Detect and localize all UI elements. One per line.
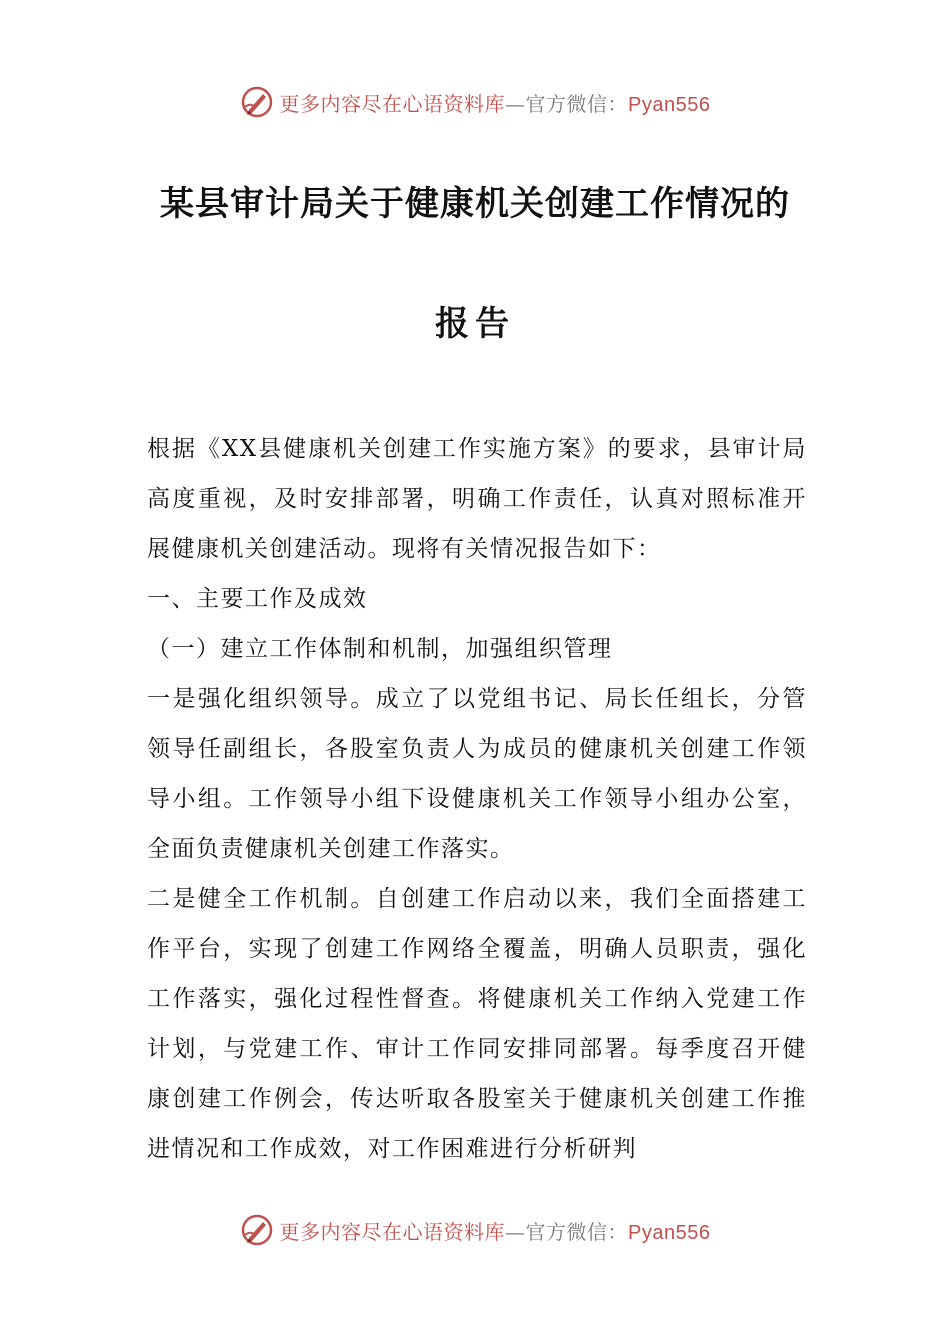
paragraph-mechanism: 二是健全工作机制。自创建工作启动以来，我们全面搭建工作平台，实现了创建工作网络全覆盖，明确人员职责，强化工作落实，强化过程性督查。将健康机关工作纳入党建工作计划，与党建工作、审计工作同安排同部署。每季度召开健康创建工作例会，传达听取各股室关于健康机关创建工作推进情况和工作成效，对工作困难进行分析研判 (147, 886, 807, 1162)
paragraph-intro: 根据《XX县健康机关创建工作实施方案》的要求，县审计局高度重视，及时安排部署，明确工作责任，认真对照标准开展健康机关创建活动。现将有关情况报告如下： (147, 436, 807, 562)
banner-wechat-id: Pyan556 (628, 1221, 711, 1244)
heading-subsection-1: （一）建立工作体制和机制，加强组织管理 (147, 636, 613, 662)
footer-banner (0, 1208, 950, 1252)
banner-main-text: 更多内容尽在心语资料库 (279, 91, 506, 116)
banner-wechat-label: 官方微信： (525, 1219, 629, 1244)
banner-wechat-id: Pyan556 (628, 93, 711, 116)
header-banner (0, 80, 950, 124)
pen-logo-icon (240, 85, 274, 119)
header-banner-text (280, 88, 711, 117)
footer-banner-text (280, 1216, 711, 1245)
banner-main-text: 更多内容尽在心语资料库 (279, 1219, 506, 1244)
banner-dash: — (505, 91, 526, 116)
paragraph-organization: 一是强化组织领导。成立了以党组书记、局长任组长，分管领导任副组长，各股室负责人为成员的健康机关创建工作领导小组。工作领导小组下设健康机关工作领导小组办公室，全面负责健康机关创建工作落实。 (147, 686, 807, 862)
document-body (147, 424, 807, 1174)
document-title-line-2: 报告 (435, 304, 515, 344)
banner-dash: — (505, 1219, 526, 1244)
document-title-line-1: 某县审计局关于健康机关创建工作情况的 (160, 184, 790, 224)
banner-wechat-label: 官方微信： (525, 91, 629, 116)
pen-logo-icon (240, 1213, 274, 1247)
heading-section-1: 一、主要工作及成效 (147, 586, 368, 612)
